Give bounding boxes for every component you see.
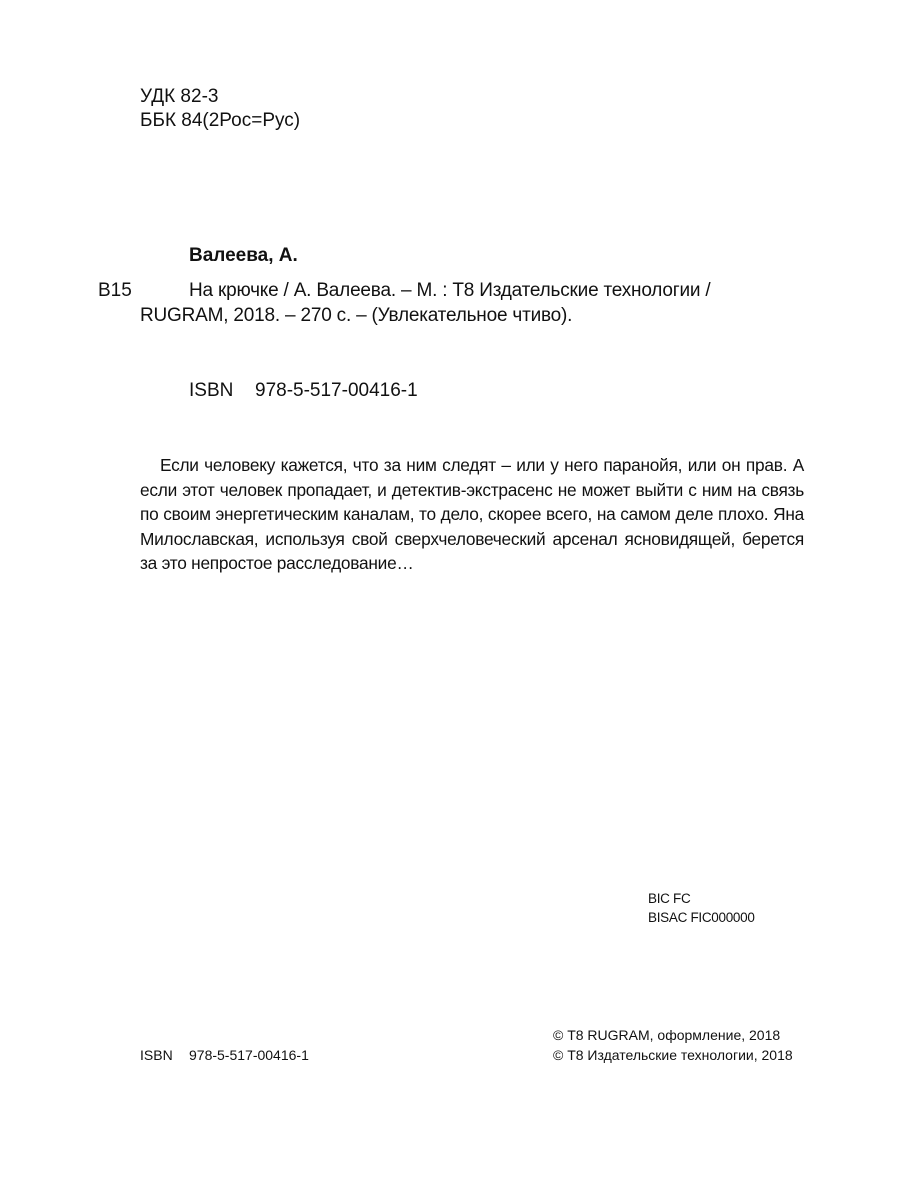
copyright-design: © Т8 RUGRAM, оформление, 2018 (553, 1027, 781, 1043)
footer-isbn-label: ISBN (140, 1047, 173, 1063)
footer-isbn-value: 978-5-517-00416-1 (189, 1047, 309, 1063)
udk-code: УДК 82-3 (140, 86, 219, 107)
annotation-text: Если человеку кажется, что за ним следят – или у него паранойя, или он прав. А если этот человек пропадает, и детектив-экстрасенс не может выйти с ним на связь по своим энергетическим каналам, то дело, скорее всего, на самом деле плохо. Яна Милославская, используя свой сверхчеловеческий арсенал ясновидящей, берется за это непростое расследование… (140, 455, 804, 573)
bic-code: BIC FC (648, 891, 691, 906)
copyright-publisher: © Т8 Издательские технологии, 2018 (553, 1047, 793, 1063)
annotation (140, 453, 804, 576)
bbk-code: ББК 84(2Рос=Рус) (140, 110, 301, 131)
bibliographic-description-line-1: На крючке / А. Валеева. – М. : Т8 Издательские технологии / (189, 280, 711, 301)
isbn-value: 978-5-517-00416-1 (255, 380, 418, 401)
bisac-code: BISAC FIC000000 (648, 910, 755, 925)
author-heading: Валеева, А. (189, 245, 298, 266)
isbn-label: ISBN (189, 380, 234, 401)
author-code: В15 (98, 280, 132, 301)
bibliographic-description-line-2: RUGRAM, 2018. – 270 с. – (Увлекательное чтиво). (140, 305, 573, 326)
